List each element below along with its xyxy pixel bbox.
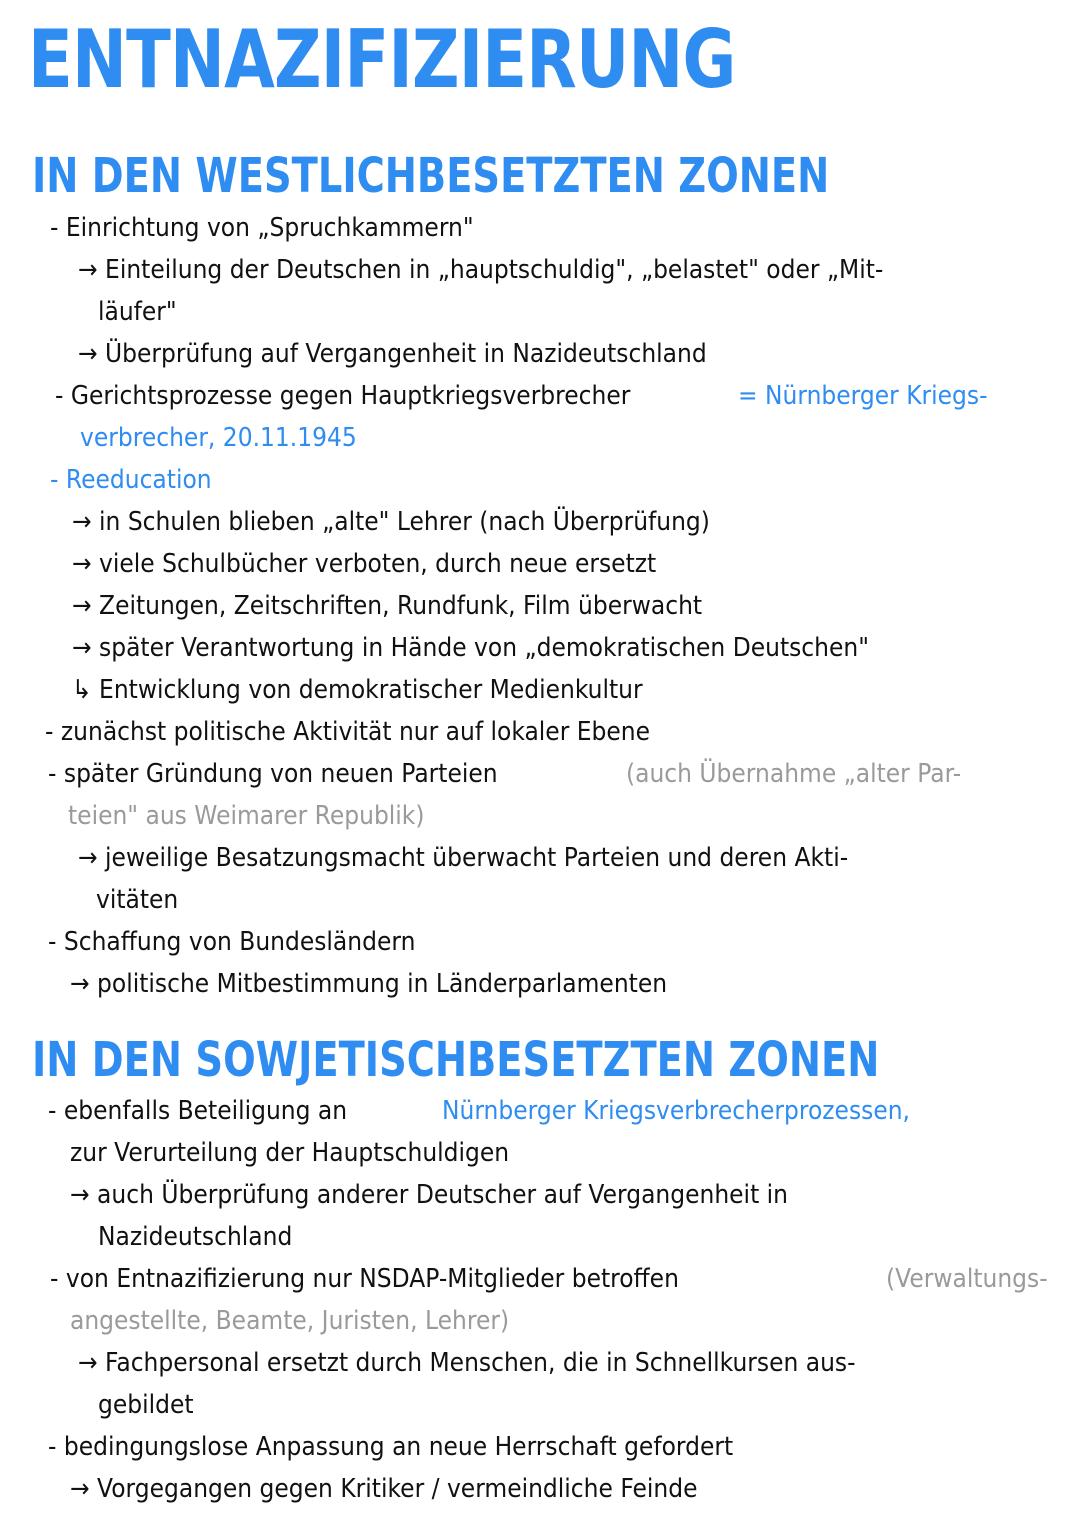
east-line-3: → auch Überprüfung anderer Deutscher auf Vergangenheit in <box>70 1180 789 1210</box>
heading-east: IN DEN SOWJETISCHBESETZTEN ZONEN <box>32 1032 880 1088</box>
west-line-5a: - Gerichtsprozesse gegen Hauptkriegsverbrecher <box>55 381 631 411</box>
west-line-15: teien" aus Weimarer Republik) <box>68 801 425 831</box>
west-line-18: - Schaffung von Bundesländern <box>48 927 416 957</box>
east-line-9: - bedingungslose Anpassung an neue Herrschaft gefordert <box>48 1432 734 1462</box>
west-line-4: → Überprüfung auf Vergangenheit in Nazideutschland <box>78 339 707 369</box>
east-line-4: Nazideutschland <box>98 1222 293 1252</box>
west-line-14b: (auch Übernahme „alter Par- <box>626 759 962 789</box>
east-line-2: zur Verurteilung der Hauptschuldigen <box>70 1138 510 1168</box>
west-line-14a: - später Gründung von neuen Parteien <box>48 759 498 789</box>
east-line-10: → Vorgegangen gegen Kritiker / vermeindliche Feinde <box>70 1474 698 1504</box>
east-line-5b: (Verwaltungs- <box>886 1264 1048 1294</box>
west-line-11: → später Verantwortung in Hände von „demokratischen Deutschen" <box>72 633 870 663</box>
east-line-1b: Nürnberger Kriegsverbrecherprozessen, <box>442 1096 910 1126</box>
east-line-1a: - ebenfalls Beteiligung an <box>48 1096 348 1126</box>
page-title: ENTNAZIFIZIERUNG <box>28 13 736 106</box>
west-line-9: → viele Schulbücher verboten, durch neue ersetzt <box>72 549 657 579</box>
west-line-13: - zunächst politische Aktivität nur auf lokaler Ebene <box>45 717 651 747</box>
west-line-12: ↳ Entwicklung von demokratischer Medienkultur <box>72 675 643 705</box>
west-line-7: - Reeducation <box>50 465 212 495</box>
heading-west: IN DEN WESTLICHBESETZTEN ZONEN <box>32 148 830 204</box>
west-line-19: → politische Mitbestimmung in Länderparlamenten <box>70 969 668 999</box>
east-line-5a: - von Entnazifizierung nur NSDAP-Mitglieder betroffen <box>50 1264 679 1294</box>
west-line-3: läufer" <box>98 297 177 327</box>
west-line-1: - Einrichtung von „Spruchkammern" <box>50 213 474 243</box>
east-line-7: → Fachpersonal ersetzt durch Menschen, die in Schnellkursen aus- <box>78 1348 856 1378</box>
east-line-6: angestellte, Beamte, Juristen, Lehrer) <box>70 1306 510 1336</box>
west-line-2: → Einteilung der Deutschen in „hauptschuldig", „belastet" oder „Mit- <box>78 255 884 285</box>
west-line-17: vitäten <box>96 885 179 915</box>
west-line-6: verbrecher, 20.11.1945 <box>80 423 357 453</box>
west-line-5b: = Nürnberger Kriegs- <box>738 381 988 411</box>
west-line-8: → in Schulen blieben „alte" Lehrer (nach Überprüfung) <box>72 507 710 537</box>
east-line-8: gebildet <box>98 1390 194 1420</box>
west-line-16: → jeweilige Besatzungsmacht überwacht Parteien und deren Akti- <box>78 843 849 873</box>
west-line-10: → Zeitungen, Zeitschriften, Rundfunk, Film überwacht <box>72 591 703 621</box>
